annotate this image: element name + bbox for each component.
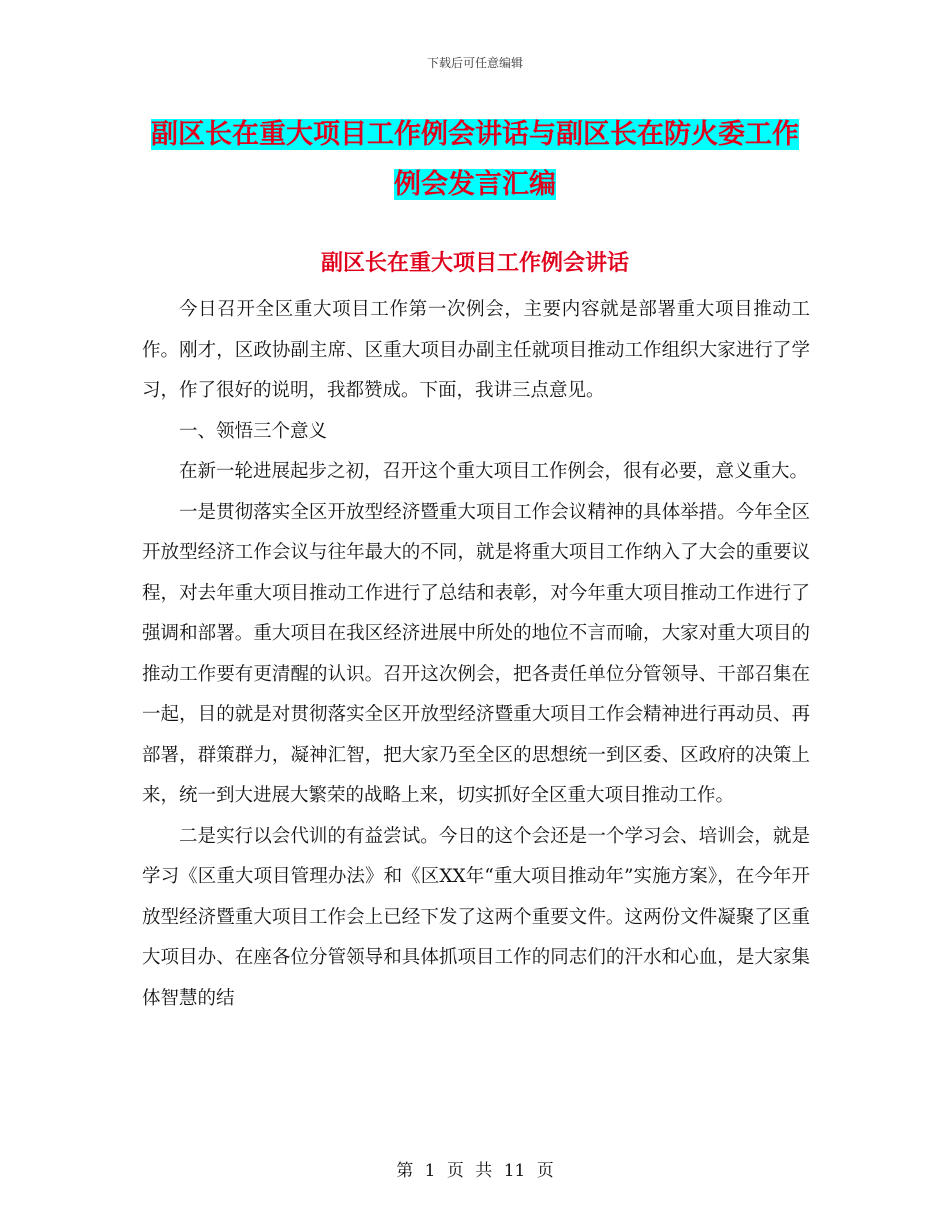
document-title	[140, 110, 810, 210]
paragraph: 一是贯彻落实全区开放型经济暨重大项目工作会议精神的具体举措。今年全区开放型经济工作会议与往年最大的不同，就是将重大项目工作纳入了大会的重要议程，对去年重大项目推动工作进行了总结和表彰，对今年重大项目推动工作进行了强调和部署。重大项目在我区经济进展中所处的地位不言而喻，大家对重大项目的推动工作要有更清醒的认识。召开这次例会，把各责任单位分管领导、干部召集在一起，目的就是对贯彻落实全区开放型经济暨重大项目工作会精神进行再动员、再部署，群策群力，凝神汇智，把大家乃至全区的思想统一到区委、区政府的决策上来，统一到大进展大繁荣的战略上来，切实抓好全区重大项目推动工作。	[142, 501, 810, 806]
paragraph: 二是实行以会代训的有益尝试。今日的这个会还是一个学习会、培训会，就是学习《区重大项目管理办法》和《区XX年“重大项目推动年”实施方案》，在今年开放型经济暨重大项目工作会上已经下发了这两个重要文件。这两份文件凝聚了区重大项目办、在座各位分管领导和具体抓项目工作的同志们的汗水和心血，是大家集体智慧的结	[142, 825, 810, 1009]
header-note: 下载后可任意编辑	[426, 56, 523, 70]
document-title-text: 副区长在重大项目工作例会讲话与副区长在防火委工作例会发言汇编	[151, 119, 799, 200]
page-footer: 第 1 页 共 11 页	[396, 1161, 554, 1181]
paragraph: 在新一轮进展起步之初，召开这个重大项目工作例会，很有必要，意义重大。	[179, 461, 809, 482]
section-title: 副区长在重大项目工作例会讲话	[320, 251, 629, 276]
paragraph: 一、领悟三个意义	[179, 420, 328, 442]
body-text	[142, 290, 810, 1019]
paragraph: 今日召开全区重大项目工作第一次例会，主要内容就是部署重大项目推动工作。刚才，区政协副主席、区重大项目办副主任就项目推动工作组织大家进行了学习，作了很好的说明，我都赞成。下面，我讲三点意见。	[142, 299, 810, 401]
